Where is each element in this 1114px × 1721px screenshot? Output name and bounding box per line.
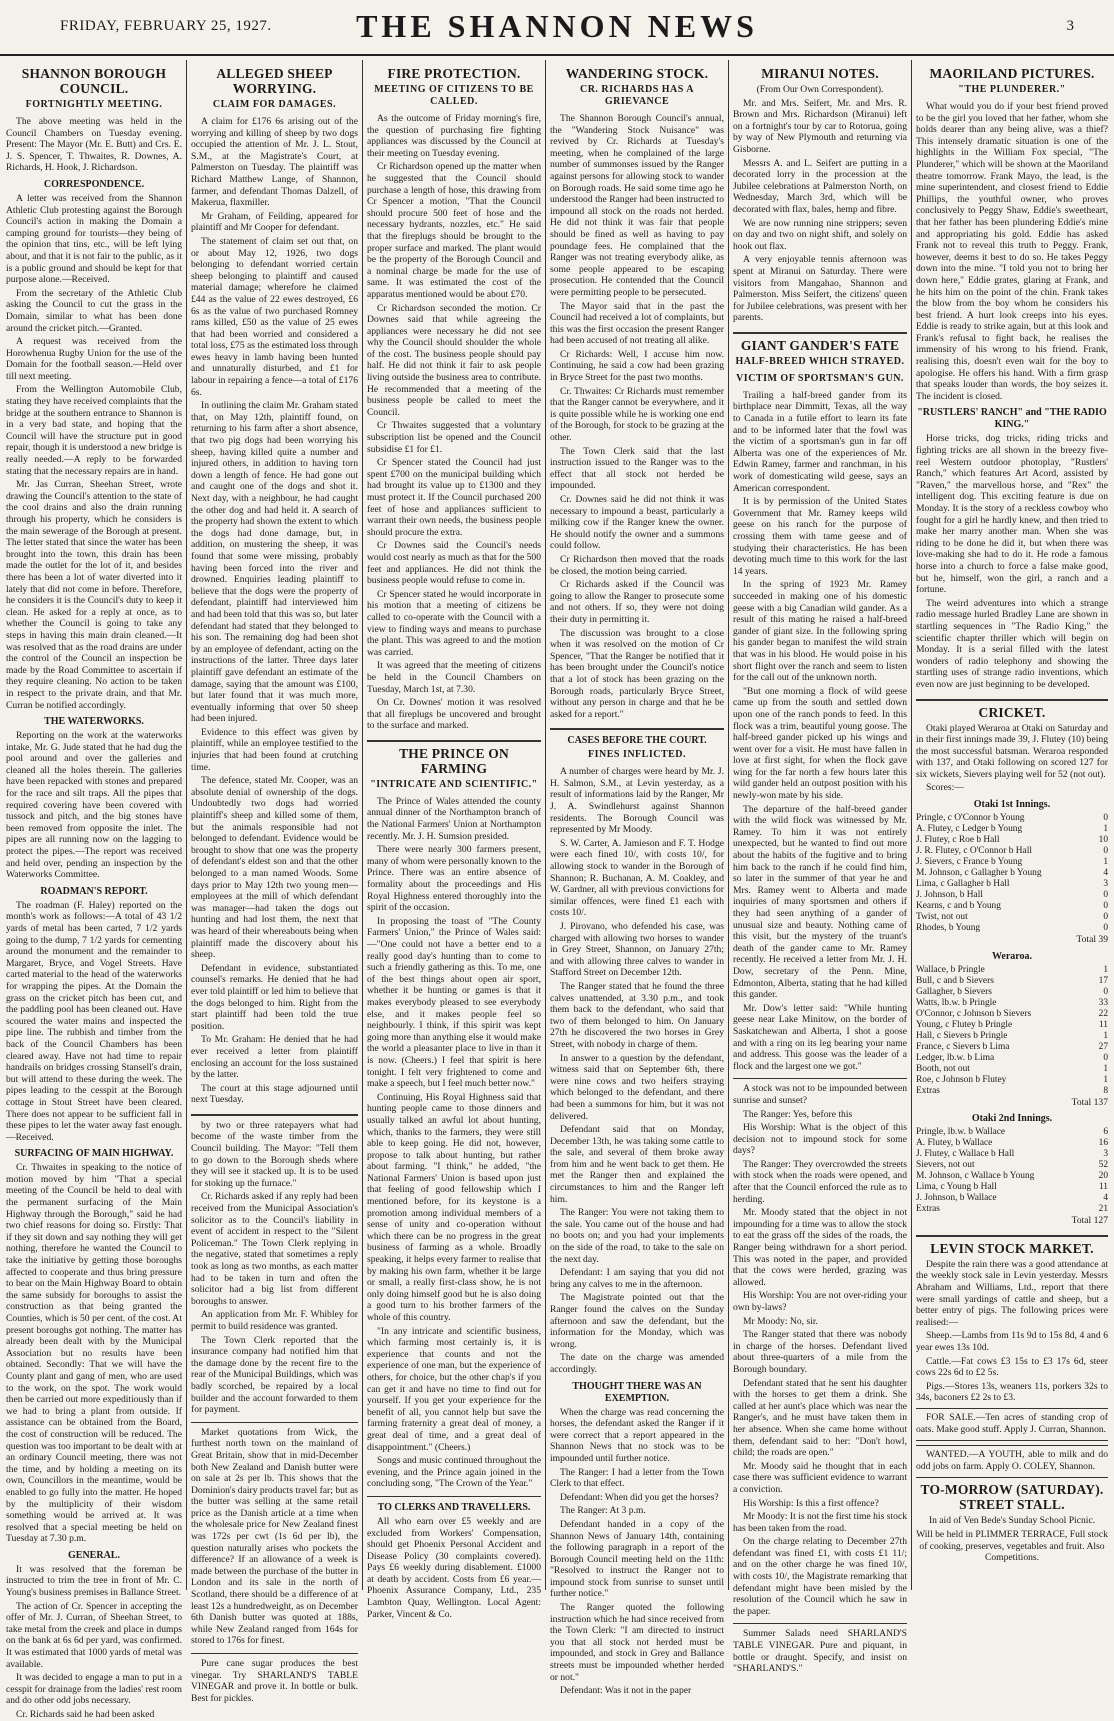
- batsman-entry: France, c Sievers b Lima: [916, 1041, 1010, 1052]
- paragraph: Reporting on the work at the waterworks intake, Mr. G. Jude stated that he had dug the pool around and over the galleries and cleaned all the holes therein. The galleries have been repacked with stones and prepared for the race and silt traps. All the pipes that required covering have been covered with tussock and pitch, and the big stones have been removed from opposite the inlet. The pipes are all running now on the lagging to protect the pipes.—The report was received and held over, pending an inspection by the Waterworks Committee.: [6, 730, 182, 881]
- score-row: [916, 1204, 1108, 1215]
- paragraph: The Shannon Borough Council's annual, the "Wandering Stock Nuisance" was revived by Cr. Richards at Tuesday's meeting, when he complained of the large number of summonses issued by the Ranger against persons for allowing stock to wander on Borough roads. He said some time ago he understood the Ranger had been instructed to impound all stock on the roads not herded. He did not think it was fair that people should be fined as well as having to pay poundage fees. He complained that the Ranger was not treating everybody alike, as some people appeared to be escaping prosecution. He contended that the Council were permitting people to be persecuted.: [550, 113, 724, 298]
- score-row: [916, 987, 1108, 998]
- paragraph: There were nearly 300 farmers present, many of whom were personally known to the Prince. There was an entire absence of formality about the proceedings and His Royal Highness entered thoroughly into the spirit of the occasion.: [367, 844, 541, 914]
- score-row: [916, 1160, 1108, 1171]
- paragraph: The Ranger: Yes, before this: [743, 1108, 853, 1120]
- paragraph: Mr. Moody said he thought that in each case there was sufficient evidence to warrant a conviction.: [733, 1460, 907, 1495]
- runs: 8: [1103, 1085, 1108, 1096]
- paragraph: In proposing the toast of "The County Farmers' Union," the Prince of Wales said:—"One could not have a better end to a really good day's hunting than to come to such a friendly gathering as this. To me, one of the best things about open air sport, whether it be hunting or games is that it makes everybody pleased to see everybody else, and it makes people feel so neighbourly. I think, if this spirit was kept going more than anything else it would make the world a pleasanter place to live in than it is now. (Cheers.) I feel that spirit is here tonight. I felt very frightened to come and make a speech, but I feel much better now.": [367, 915, 541, 1090]
- page-number: 3: [1066, 18, 1074, 34]
- paragraph: The Mayor said that in the past the Council had received a lot of complaints, but this was the first occasion the present Ranger had been accused of not treating all alike.: [550, 300, 724, 347]
- paragraph: Mr Graham, of Feilding, appeared for plaintiff and Mr Cooper for defendant.: [191, 210, 358, 234]
- batsman-entry: Rhodes, b Young: [916, 923, 981, 934]
- advertisement-heading: TO-MORROW (SATURDAY). STREET STALL.: [920, 1482, 1104, 1513]
- batsman-entry: M. Johnson, c Wallace b Young: [916, 1171, 1035, 1182]
- paragraph: His Worship: You are not over-riding your own by-laws?: [733, 1290, 907, 1313]
- score-row: [916, 1042, 1108, 1053]
- score-row: [916, 1064, 1108, 1075]
- score-row: [916, 879, 1108, 890]
- runs: 0: [1103, 901, 1108, 912]
- section-heading: SURFACING OF MAIN HIGHWAY.: [14, 1148, 174, 1160]
- batsman-entry: Ledger, lb.w. b Lima: [916, 1052, 995, 1063]
- runs: 11: [1098, 1019, 1108, 1030]
- batsman-entry: A. Flutey, c Ledger b Young: [916, 824, 1023, 835]
- paragraph: From the secretary of the Athletic Club asking the Council to cut the grass in the Domain, similar to what has been done around the cricket pitch.—Granted.: [6, 287, 182, 334]
- runs: 1: [1103, 824, 1108, 835]
- paragraph: Trailing a half-breed gander from its birthplace near Dimmitt, Texas, all the way to Canada in a futile effort to learn its fate and to be informed later that the fowl was the victim of a sportsman's gun in far off Alberta was one of the experiences of Mr. Edwin Ramey, farmer and ranchman, in his work of domesticating wild geese, says an American correspondent.: [733, 389, 907, 494]
- paragraph: Continuing, His Royal Highness said that hunting people came to those dinners and usually talked an awful lot about hunting, which, thanks to the farmers, they were still able to keep going. He did not, however, propose to talk about hunting, but rather about farming. "I think," he added, "the National Farmers' Union is based upon just that feeling of good fellowship which I mentioned before, for its keystone is a promotion among individual members of a sense of unity and co-operation without which there can be no progress in the great business of farming as a whole. Broadly speaking, it helps every farmer to realise that by making his own farm, whether it be large or small, a really first-class show, he is not only doing himself good but he is also doing a good turn to his brother farmers of the whole of this country.: [367, 1091, 541, 1323]
- batsman-entry: J. Flutey, c Roe b Hall: [916, 835, 1000, 846]
- paragraph: The Ranger: You were not taking them to the sale. You came out of the house and had no boots on; and you had your implements on the side of the road, to take to the sale on the next day.: [550, 1207, 724, 1265]
- issue-date: FRIDAY, FEBRUARY 25, 1927.: [60, 18, 272, 34]
- article-heading: SHANNON BOROUGH COUNCIL.: [21, 66, 167, 96]
- score-row: [916, 813, 1108, 824]
- divider: [191, 1653, 358, 1654]
- runs: 0: [1103, 890, 1108, 901]
- paragraph: "But one morning a flock of wild geese came up from the south and settled down upon one of the ranch ponds to feed. In this flock was a trim, beautiful young goose. The half-breed gander picked up his wings and went over for a visit. He must have fallen in love at first sight, for when the flock gave wing for the far north a few hours later this wild gander held an outpost position with his newly-won mate by his side.: [733, 685, 907, 802]
- score-row: [916, 824, 1108, 835]
- batsman-entry: Booth, not out: [916, 1063, 970, 1074]
- paragraph: Sheep.—Lambs from 11s 9d to 15s 8d, 4 and 6 year ewes 13s 10d.: [916, 1330, 1108, 1353]
- masthead: [0, 0, 1114, 56]
- runs: 4: [1103, 1193, 1108, 1204]
- paragraph: Mr Moody: It is not the first time his stock has been taken from the road.: [733, 1511, 907, 1534]
- batsman-entry: Extras: [916, 1085, 940, 1096]
- paragraph: Defendant handed in a copy of the Shannon News of January 14th, containing the following paragraph in a report of the Borough Council meeting held on the 11th: "Resolved to instruct the Ranger not to impound stock from sunrise to sunset until further notice.": [550, 1518, 724, 1600]
- paragraph: Cr Richardson opened up the matter when he suggested that the Council should purchase a length of hose, this drawing from Cr Spencer a motion, "That the Council should procure 500 feet of hose and the necessary hydrants, nozzles, etc." He said that the fireplugs should be brought to the proper surface and marked. The plant would be the property of the Borough Council and a nominal charge be made for the use of same. It was estimated the cost of the apparatus mentioned would be about £70.: [367, 161, 541, 300]
- paragraph: The Town Clerk said that the last instruction issued to the Ranger was to the effect that all stock not herded be impounded.: [550, 445, 724, 492]
- score-row: [916, 998, 1108, 1009]
- batsman-entry: Roe, c Johnson b Flutey: [916, 1074, 1007, 1085]
- column-4: [546, 64, 728, 1697]
- classified-ad: [916, 1408, 1108, 1441]
- paragraph: The Ranger: At 3 p.m.: [560, 1505, 646, 1517]
- paragraph: Cr Richards asked if the Council was going to allow the Ranger to prosecute some and not others. If so, they were not doing their duty in permitting it.: [550, 579, 724, 625]
- paragraph: Cr Richardson seconded the motion. Cr Downes said that while agreeing the appliances were necessary he did not see why the Council should shoulder the whole of the cost. The business people should pay half. He did not think it fair to ask people living outside the business area to contribute. He recommended that a meeting of the business people be called to meet the Council.: [367, 302, 541, 418]
- runs: 27: [1098, 1041, 1108, 1052]
- innings-total: Total 127: [1071, 1215, 1108, 1227]
- paragraph: Cr Spencer stated the Council had just spent £700 on the municipal building which had brought its value up to £1300 and they must protect it. If the Council purchased 200 feet of hose and appliances sufficient to warrant their own needs, the business people should procure the extra.: [367, 457, 541, 538]
- runs: 3: [1103, 879, 1108, 890]
- advertisement: Pure cane sugar produces the best vinegar. Try SHARLAND'S TABLE VINEGAR and prove it. In bottle or bulk. Best for pickles.: [191, 1658, 358, 1704]
- byline: (From Our Own Correspondent).: [756, 84, 884, 95]
- paragraph: Mr Moody: No, sir.: [743, 1315, 818, 1327]
- paragraph: It was decided to engage a man to put in a cesspit for drainage from the ladies' rest room and do other odd jobs necessary.: [6, 1672, 182, 1707]
- score-row: [916, 1149, 1108, 1160]
- paragraph: Songs and music continued throughout the evening, and the Prince again joined in the concluding song, "The Crown of the Year.": [367, 1455, 541, 1490]
- paragraph: Horse tricks, dog tricks, riding tricks and fighting tricks are all shown in the breezy five-reel Western outdoor photoplay, "Rustlers' Ranch," which features Art Acord, assisted by "Raven," the marvellous horse, and "Rex" the intelligent dog. This exciting feature is due on Monday. It is the story of a reckless cowboy who fought for a girl he hardly knew, and then tried to make her marry another man. When she was riding to be done he did it, but when there was love-making she had to do it. He rode a famous horse into a church to force a false make good, but he, himself, won the girl, a ranch and a fortune.: [916, 433, 1108, 596]
- column-5: [729, 64, 911, 1675]
- classified-ad: [916, 1445, 1108, 1478]
- section-heading: THE WATERWORKS.: [44, 716, 144, 728]
- paragraph: Defendant stated that he sent his daughter with the horses to get them a drink. She called at her aunt's place which was near the Ranger's, and he must have taken them in her absence. When she came home without them, defendant said to her: "Don't howl, child; the roads are open.": [733, 1377, 907, 1459]
- paragraph: It is by permission of the United States Government that Mr. Ramey keeps wild geese on his ranch for the purpose of crossing them with tame geese and of studying their characteristics. He has been devoting much time to this work for the last 14 years.: [733, 496, 907, 577]
- paragraph: Despite the rain there was a good attendance at the weekly stock sale in Levin yesterday. Messrs Abraham and Williams, Ltd., report that there were small yardings of cattle and sheep, but a better entry of pigs. The following prices were realised:—: [916, 1258, 1108, 1328]
- scores-label: Scores:—: [926, 782, 964, 794]
- paragraph: Defendant: I am saying that you did not bring any calves to me in the afternoon.: [550, 1267, 724, 1290]
- score-row: [916, 1171, 1108, 1182]
- paragraph: What would you do if your best friend proved to be the girl you loved that her father, whom she holds dearer than any being alive, was a thief? This intensely dramatic situation is one of the highlights in the William Fox special, "The Plunderer," which will be shown at the Maoriland theatre tomorrow. Frank Mayo, the lead, is the mine superintendent, and closest friend to Eddie Phillips, the youthful owner, who proves conclusively to Peggy Shaw, Eddie's sweetheart, that her father has been plundering Eddie's mine and appropriating his gold. Eddie has asked Frank not to reveal this truth to Peggy. Frank, however, deems it best to do so. He takes Peggy down into the mine. "I told you not to bring her down here," Eddie grates, glaring at Frank, and he hits him on the point of the chin. Frank takes the blow from the boy whom he considers his best friend. A hurt look creeps into his eyes. Eddie is ready to strike again, but at this look and Frank's refusal to fight back, he realises the immensity of his wrong to his friend. Frank, realising this, doesn't even wait for the boy to apologise. He offers his hand. With a firm grasp that speaks louder than words, the boy seizes it. The incident is closed.: [916, 101, 1108, 402]
- runs: 3: [1103, 1149, 1108, 1160]
- paragraph: Cr. Richards asked if any reply had been received from the Municipal Association's solicitor as to the Council's liability in event of accident in respect to the "Silent Policeman." The Town Clerk replying in the negative, stated that sometimes a reply took as long as two months, as each matter had to be taken in turn and often the solicitor had a big list from different boroughs to answer.: [191, 1191, 358, 1307]
- article-subheading: MEETING OF CITIZENS TO BE CALLED.: [374, 84, 534, 107]
- section-heading: GENERAL.: [68, 1549, 120, 1561]
- section-heading: THOUGHT THERE WAS AN EXEMPTION.: [572, 1380, 702, 1404]
- paragraph: A very enjoyable tennis afternoon was spent at Miranui on Saturday. There were visitors from Mangahao, Shannon and Palmerston. Miss Seifert, the citizens' queen for Jubilee celebrations, was present with her parents.: [733, 254, 907, 324]
- paragraph: Market quotations from Wick, the furthest north town on the mainland of Great Britain, show that in mid-December both New Zealand and Danish butter were on sale at 2s per lb. This shows that the Dominion's dairy products travel far; but as the butter was selling at the same retail price as the Danish article at a time when the wholesale price for New Zealand finest was 172s per cwt (1s 6d per lb), the question naturally arises who pockets the difference? If an allowance of a week is made between the purchase of the butter in London and its sale in the north of Scotland, there should be a difference of at least 12s a hundredweight, as on December 6th Danish butter was quoted at 188s, while New Zealand ranged from 164s for stored to 176s for finest.: [191, 1426, 358, 1647]
- article-subheading: FORTNIGHTLY MEETING.: [25, 99, 163, 110]
- score-row: [916, 857, 1108, 868]
- paragraph: Pigs.—Stores 13s, weaners 11s, porkers 32s to 34s, baconers £2 2s to £3.: [916, 1380, 1108, 1404]
- paragraph: On Cr. Downes' motion it was resolved that all fireplugs be uncovered and brought to the surface and marked.: [367, 697, 541, 732]
- paragraph: The Ranger stated that he found the three calves unattended, at 3.30 p.m., and took them back to the defendant, who said that two of them belonged to him. On January 27th he discovered the two horses in Grey Street, with nobody in charge of them.: [550, 980, 724, 1050]
- paragraph: The Ranger: They overcrowded the streets with stock when the roads were opened, and after that the Council enforced the rule as to herding.: [733, 1158, 907, 1205]
- article-subheading: CLAIM FOR DAMAGES.: [212, 99, 337, 110]
- runs: 1: [1103, 857, 1108, 868]
- batsman-entry: A. Flutey, b Wallace: [916, 1138, 993, 1149]
- article-heading: GIANT GANDER'S FATE: [740, 337, 900, 353]
- score-row: [916, 835, 1108, 846]
- runs: 1: [1103, 1074, 1108, 1085]
- paragraph: Cr. Richards said he had been asked: [16, 1709, 155, 1720]
- paragraph: In outlining the claim Mr. Graham stated that, on May 12th, plaintiff found, on returning to his farm after a short absence, that two pig dogs had been worrying his sheep, having killed quite a number and injured others, in addition to having torn down a length of fence. He had gone out and caught one of the dogs and shot it. Next day, with a neighbour, he had caught the other dog and had held it. A search of the property had shown the extent to which the dogs had done damage, but, in addition, on mustering the sheep, it was found that some were missing, probably having been forced into the river and drowned. Enquiries leading plaintiff to believe that the dogs were the property of defendant, plaintiff had interviewed him and had been told that this was so, but later defendant had stated that they belonged to his son. The remaining dog had been shot by an employee of defendant, acting on the instructions of the latter. Three days later plaintiff gave defendant an estimate of the damage, saying that the amount was £100, but later found that it was much more, eventually informing that over 50 sheep had been injured.: [191, 400, 358, 725]
- runs: 0: [1103, 1052, 1108, 1063]
- paragraph: The discussion was brought to a close when it was resolved on the motion of Cr Spencer, "That the Ranger be notified that it has been brought under the Council's notice that a lot of stock has been grazing on the Borough roads, particularly Bryce Street, without any person in charge and that he be asked for a report.": [550, 627, 724, 720]
- runs: 1: [1103, 1030, 1108, 1041]
- innings-title: Otaki 2nd Innings.: [971, 1113, 1053, 1125]
- score-row: [916, 1009, 1108, 1020]
- paragraph: Messrs A. and L. Seifert are putting in a decorated lorry in the procession at the Jubilee celebrations at Palmerston North, on Wednesday, March 3rd, which will be decorated with flax, bales, hemp and fibre.: [733, 157, 907, 215]
- paragraph: His Worship: Is this a first offence?: [743, 1497, 879, 1509]
- batsman-entry: Wallace, b Pringle: [916, 964, 985, 975]
- divider: [733, 1078, 907, 1079]
- runs: 20: [1098, 1171, 1108, 1182]
- paragraph: The departure of the half-breed gander with the wild flock was witnessed by Mr. Ramey. To him it was not entirely unexpected, but he wanted to find out more about the habits of the fugitive and to bring him back to the ranch if he could find him, so later in the summer of that year he and Mrs. Ramey went to Alberta and made inquiries of many sportsmen and others if they had seen anything of a gander of unusual size and beauty. Nothing came of this visit, but the mystery of the truant's death of the gander came to Mr. Ramey recently. He received a letter from Mr. J. H. Dow, secretary of the Penn. Mine, Edmonton, Alberta, stating that he had killed this gander.: [733, 803, 907, 1001]
- batsman-entry: J. Johnson, b Hall: [916, 890, 983, 901]
- batsman-entry: M. Johnson, c Gallagher b Young: [916, 868, 1042, 879]
- paragraph: Cr Thwaites suggested that a voluntary subscription list be opened and the Council subsidise £1 for £1.: [367, 420, 541, 455]
- paragraph: Otaki played Weraroa at Otaki on Saturday and in their first innings made 39, J. Flutey (10) being the most successful batsman. Weraroa responded with 137, and Otaki following on scored 127 for six wickets, Sievers playing well for 52 (not out).: [916, 722, 1108, 780]
- divider: [916, 1235, 1108, 1237]
- paragraph: Cr. Thwaites: Cr Richards must remember that the Ranger cannot be everywhere, and it is quite possible while he is working one end of the Borough, for stock to be grazing at the other.: [550, 385, 724, 444]
- article-subheading: HALF-BREED WHICH STRAYED.: [735, 355, 905, 367]
- runs: 4: [1103, 868, 1108, 879]
- paragraph: The action of Cr. Spencer in accepting the offer of Mr. J. Curran, of Sheehan Street, to take metal from the creek and place in dumps on the bank at 6s 6d per yard, was confirmed. It was estimated that 1000 yards of metal was available.: [6, 1600, 182, 1670]
- paragraph: To Mr. Graham: He denied that he had ever received a letter from plaintiff enclosing an account for the loss sustained by the latter.: [191, 1034, 358, 1081]
- batsman-entry: Sievers, not out: [916, 1160, 975, 1171]
- score-row: [916, 1138, 1108, 1149]
- paragraph: As the outcome of Friday morning's fire, the question of purchasing fire fighting appliances was discussed by the Council at their meeting on Tuesday evening.: [367, 113, 541, 159]
- paragraph: A stock was not to be impounded between sunrise and sunset?: [733, 1083, 907, 1106]
- score-row: [916, 846, 1108, 857]
- article-subheading: CR. RICHARDS HAS A GRIEVANCE: [579, 84, 694, 107]
- score-row: [916, 1127, 1108, 1138]
- paragraph: S. W. Carter, A. Jamieson and F. T. Hodge were each fined 10/, with costs 10/, for allowing stock to wander in the Borough of Shannon; R. Buchanan, A. M. Coakley, and W. Gardner, all with previous convictions for similar offences, were fined £1 each with costs 10/.: [550, 837, 724, 919]
- article-subheading: "INTRICATE AND SCIENTIFIC.": [370, 778, 538, 790]
- batsman-entry: J. R. Flutey, c O'Connor b Hall: [916, 846, 1032, 857]
- article-heading: FIRE PROTECTION.: [387, 66, 521, 81]
- section-heading: CORRESPONDENCE.: [43, 178, 145, 190]
- score-row: [916, 901, 1108, 912]
- paragraph: The Prince of Wales attended the county annual dinner of the Northampton branch of the National Farmers' Union at Northampton recently. Mr. J. H. Sumsion presided.: [367, 795, 541, 842]
- divider: [191, 1422, 358, 1423]
- advertisement: In aid of Ven Bede's Sunday School Picnic.: [928, 1515, 1096, 1527]
- runs: 21: [1098, 1204, 1108, 1215]
- runs: 33: [1098, 997, 1108, 1008]
- runs: 0: [1103, 813, 1108, 824]
- paragraph: Cr. Downes said he did not think it was necessary to impound a beast, particularly a milking cow if the Ranger knew the owner. He should notify the owner and a summons could follow.: [550, 494, 724, 552]
- paragraph: The Ranger: I had a letter from the Town Clerk to that effect.: [550, 1466, 724, 1490]
- runs: 0: [1103, 986, 1108, 997]
- article-heading: LEVIN STOCK MARKET.: [930, 1240, 1094, 1256]
- paragraph: Cr Spencer stated he would incorporate in his motion that a meeting of citizens be called to co-operate with the Council with a view to finding ways and means to purchase the plant. This was agreed to and the motion was carried.: [367, 588, 541, 658]
- score-row: [916, 1075, 1108, 1086]
- runs: 0: [1103, 923, 1108, 934]
- article-heading: ALLEGED SHEEP WORRYING.: [216, 66, 333, 96]
- paragraph: The above meeting was held in the Council Chambers on Tuesday evening. Present: The Mayor (Mr. E. Butt) and Crs. E. J. S. Spencer, T. Thwaites, R. Downes, A. Richards, H. Hook, J. Richardson.: [6, 116, 182, 174]
- innings-total: Total 137: [1071, 1096, 1108, 1108]
- article-heading: MAORILAND PICTURES.: [929, 66, 1095, 81]
- score-row: [916, 1193, 1108, 1204]
- article-heading: CASES BEFORE THE COURT.: [567, 735, 707, 747]
- batsman-entry: J. Johnson, b Wallace: [916, 1193, 997, 1204]
- paragraph: Cr. Thwaites in speaking to the notice of motion moved by him "That a special meeting of the Council be held to deal with the permanent surfacing of the Main Highway through the Borough," said he had two chief reasons for doing so. Firstly: That if they sit down and say nothing they will get nothing, therefore he wanted the Council to take the initiative by getting those boroughs affected to cooperate and thus bring pressure to bear on the Main Highway Board to obtain the same subsidy for boroughs to assist the construction as that being granted the Counties, which is 50 per cent. of the cost. At present boroughs got nothing. The matter has already been dealt with by the Municipal Association but no results have been obtained. Secondly: That we will have the County plant and gang of men, who are used to the work, on the spot. The work would then be carried out more expeditiously than if we had to bring a plant from outside. If assistance can be obtained from the Board, the cost of construction will be reduced. The question was too important to be dealt with at an ordinary Council meeting, there was not the time, and by holding a meeting on its own, Councillors in the meantime, would be enabled to go fully into the matter. He hoped by the multiplicity of their wisdom something would be arrived at. It was resolved that a special meeting be held on Tuesday at 7.30 p.m.: [6, 1162, 182, 1545]
- runs: 17: [1098, 975, 1108, 986]
- runs: 10: [1098, 835, 1108, 846]
- paragraph: It was agreed that the meeting of citizens be held in the Council Chambers on Tuesday, March 1st, at 7.30.: [367, 660, 541, 695]
- batsman-entry: Bull, c and b Sievers: [916, 975, 994, 986]
- paragraph: A request was received from the Horowhenua Rugby Union for the use of the Domain for the football season.—Held over till next meeting.: [6, 336, 182, 382]
- section-heading: TO CLERKS AND TRAVELLERS.: [377, 1501, 531, 1513]
- batsman-entry: Gallagher, b Sievers: [916, 986, 992, 997]
- score-row: [916, 976, 1108, 987]
- batsman-entry: Extras: [916, 1204, 940, 1215]
- score-row: [916, 912, 1108, 923]
- innings-title: Weraroa.: [991, 950, 1033, 962]
- section-heading: "RUSTLERS' RANCH" and "THE RADIO KING.": [917, 407, 1107, 431]
- batsman-entry: Young, c Flutey b Pringle: [916, 1019, 1013, 1030]
- paragraph: A number of charges were heard by Mr. J. H. Salmon, S.M., at Levin yesterday, as a result of informations laid by the Ranger, Mr J. A. Swindlehurst against Shannon residents. The Borough Council was represented by Mr Moody.: [550, 766, 724, 836]
- batsman-entry: Lima, c Young b Hall: [916, 1182, 997, 1193]
- article-heading: WANDERING STOCK.: [565, 66, 709, 81]
- paragraph: J. Pirovano, who defended his case, was charged with allowing two horses to wander in Grey Street, Shannon, on January 27th; and with allowing three calves to wander in Stafford Street on December 12th.: [550, 921, 724, 979]
- scorecard-weraroa: [916, 965, 1108, 1097]
- runs: 6: [1103, 1127, 1108, 1138]
- article-heading: CRICKET.: [978, 704, 1046, 720]
- article-subheading: "THE PLUNDERER.": [958, 84, 1066, 95]
- paragraph: The date on the charge was amended accordingly.: [550, 1352, 724, 1375]
- paragraph: The statement of claim set out that, on or about May 12, 1926, two dogs belonging to defendant worried certain sheep belonging to plaintiff and caused material damage; wherefore he claimed £44 as the value of 22 ewes destroyed, £6 6s as the value of two purchased Romney rams killed, £50 as the value of 25 ewes that had been worried and considered a total loss, £75 as the estimated loss through ewes heavy in lamb having been hunted and unnaturally disturbed, and £1 for labour in repairing a fence—a total of £176 6s.: [191, 235, 358, 398]
- column-6: [912, 64, 1112, 1586]
- paragraph: Defendant said that on Monday, December 13th, he was taking some cattle to the sale, and several of them broke away from him and he went back to get them. He met the Ranger then and explained the circumstances to him and the Ranger left him.: [550, 1124, 724, 1205]
- paragraph: Defendant: Was it not in the paper: [560, 1685, 692, 1697]
- batsman-entry: Lima, c Gallagher b Hall: [916, 879, 1010, 890]
- paragraph: In answer to a question by the defendant, witness said that on September 6th, there were nine cows and two heifers straying which belonged to the defendant, and there had been a summons for him, but it was not delivered.: [550, 1052, 724, 1122]
- paragraph: Mr. Dow's letter said: "While hunting geese near Lake Minitow, on the border of Saskatchewan and Alberta, I shot a goose and with a ring on its leg bearing your name and address. This goose was the leader of a flock and the largest one we got.": [733, 1002, 907, 1072]
- paragraph: Evidence to this effect was given by plaintiff, while an employee testified to the injuries that had been found at crutching time.: [191, 726, 358, 773]
- advertisement: Summer Salads need SHARLAND'S TABLE VINEGAR. Pure and piquant, in bottle or draught. Specify, and insist on "SHARLAND'S.": [733, 1628, 907, 1675]
- score-row: [916, 868, 1108, 879]
- article-subheading: FINES INFLICTED.: [587, 749, 687, 761]
- paragraph: The defence, stated Mr. Cooper, was an absolute denial of ownership of the dogs. Undoubtedly two dogs had worried plaintiff's sheep and killed some of them, but the animals responsible had not belonged to defendant. Evidence would be brought to show that one was the property of defendant's eldest son and that the other belonged to a man named Woods. Some days prior to May 12th two young men—employees at the mill of which defendant was manager—had taken the dogs out hunting and had lost them, the next that was heard of their whereabouts being when plaintiff made the discovery about his sheep.: [191, 775, 358, 961]
- runs: 0: [1103, 912, 1108, 923]
- divider: [916, 699, 1108, 701]
- score-row: [916, 923, 1108, 934]
- batsman-entry: Kearns, c and b Young: [916, 901, 1001, 912]
- runs: 52: [1098, 1160, 1108, 1171]
- paragraph: From the Wellington Automobile Club, stating they have received complaints that the bridge at the southern entrance to Shannon is in a very bad state, and hoping that the Council will have the structure put in good repair, though it is understood a new bridge is really needed.—A reply to be forwarded stating that the necessary repairs are in hand.: [6, 384, 182, 477]
- paragraph: When the charge was read concerning the horses, the defendant asked the Ranger if it were correct that a report appeared in the Shannon News that no stock was to be impounded until further notice.: [550, 1406, 724, 1464]
- column-2: [187, 64, 362, 1704]
- batsman-entry: J. Flutey, c Wallace b Hall: [916, 1149, 1015, 1160]
- paragraph: The weird adventures into which a strange radio message hurled Bradley Lane are shown in startling sequences in "The Radio King," the scientific chapter thriller which will begin on Monday. It is a serial filled with the latest wonders of radio telephony and showing the startling uses of strange radio inventions, which even now are just beginning to be developed.: [916, 597, 1108, 690]
- runs: 1: [1103, 964, 1108, 975]
- paragraph: The Ranger quoted the following instruction which he had since received from the Town Clerk: "I am directed to instruct you that all stock not herded must be impounded, and stock in Grey and Ballance streets must be impounded whether herded or not.": [550, 1602, 724, 1683]
- paragraph: The court at this stage adjourned until next Tuesday.: [191, 1082, 358, 1106]
- paragraph: The Magistrate pointed out that the Ranger found the calves on the Sunday afternoon and saw the defendant, but the information for the Monday, which was wrong.: [550, 1292, 724, 1350]
- paragraph: Cr Richards: Well, I accuse him now. Continuing, he said a cow had been grazing in Bryce Street for the past two months.: [550, 348, 724, 384]
- batsman-entry: O'Connor, c Johnson b Sievers: [916, 1008, 1032, 1019]
- divider: [191, 1114, 358, 1116]
- paragraph: The roadman (F. Haley) reported on the month's work as follows:—A total of 43 1/2 yards of metal has been carted, 7 1/2 yards going to the dump, 7 1/2 yards for cementing around the monument and the remainder to Margaret, Bryce, and Vogel Streets. Have carted material to the head of the waterworks for wrapping the pipes. At the Domain the grass on the cricket pitch has been cut, and the paddling pool has been cleaned out. Have scoured the water mains and inspected the pipe line. The rubbish and timber from the back of the Council Chambers has been cleared away. Have not had time to repair handrails on bridges crossing Stansell's drain, but will attend to these during the week. The pipes leading to the cesspit at the Borough cottage in Stout Street have been cleared. There does not appear to be sufficient fall in these pipes to let the water away fast enough.—Received.: [6, 899, 182, 1143]
- runs: 0: [1103, 846, 1108, 857]
- innings-total: Total 39: [1076, 934, 1108, 946]
- divider: [733, 332, 907, 334]
- paragraph: The Ranger stated that there was nobody in charge of the horses. Defendant lived about three-quarters of a mile from the Borough boundary.: [733, 1329, 907, 1375]
- batsman-entry: Hall, c Sievers b Pringle: [916, 1030, 1008, 1041]
- score-row: [916, 890, 1108, 901]
- paragraph: Cr Downes said the Council's needs would cost nearly as much as that for the 500 feet and appliances. He did not think the business people would refuse to come in.: [367, 540, 541, 587]
- article-heading: THE PRINCE ON FARMING: [399, 745, 509, 776]
- paragraph: His Worship: What is the object of this decision not to impound stock for some days?: [733, 1122, 907, 1157]
- column-3: [363, 64, 545, 1620]
- score-row: [916, 1020, 1108, 1031]
- batsman-entry: Watts, lb.w. b Pringle: [916, 997, 997, 1008]
- scorecard-otaki-2nd: [916, 1127, 1108, 1215]
- runs: 11: [1098, 1182, 1108, 1193]
- paragraph: A letter was received from the Shannon Athletic Club protesting against the Borough Council's action in making the Domain a camping ground for tourists—they being of the opinion that tins, etc., will be left lying about, and that it is not fair to the public, as it is a public ground and should be kept for that purpose alone.—Received.: [6, 192, 182, 286]
- newspaper-title: THE SHANNON NEWS: [356, 8, 758, 44]
- article-heading: MIRANUI NOTES.: [761, 66, 879, 81]
- paragraph: On the charge relating to December 27th defendant was fined £1, with costs £1 11/; and on the other charge he was fined 10/, with costs 10/, the Magistrate remarking that defendant might have been misled by the resolution of the Council which he saw in the paper.: [733, 1536, 907, 1617]
- paragraph: Defendant in evidence, substantiated counsel's remarks. He denied that he had ever told plaintiff or led him to believe that the dogs belonged to him. Right from the start plaintiff had been told the true position.: [191, 962, 358, 1032]
- paragraph: In the spring of 1923 Mr. Ramey succeeded in making one of his domestic geese with a big Canadian wild gander. As a result of this mating he raised a half-breed gander of giant size. In the following spring his gander began to manifest the wild strain that was in his blood. He would poise in his short flight over the ranch and seem to listen for the call out of the unknown north.: [733, 579, 907, 684]
- paragraph: We are now running nine strippers; seven on day and two on night shift, and solely on hook out flax.: [733, 217, 907, 252]
- paragraph: Cr Richardson then moved that the roads be closed, the motion being carried.: [550, 553, 724, 577]
- advertisement: FOR SALE.—Ten acres of standing crop of oats. Make good stuff. Apply J. Curran, Shannon.: [916, 1411, 1108, 1435]
- paragraph: Cattle.—Fat cows £3 15s to £3 17s 6d, steer cows 22s 6d to £2 5s.: [916, 1355, 1108, 1379]
- paragraph: "In any intricate and scientific business, which farming most certainly is, it is experience that counts and not the experience of one man, but the experience of others, for choice, but the other chap's if you can get it and have no time to find out for yourself. If you get your experience for the benefit of all, you cannot help but save the farming fraternity a great deal of money, a great deal of time, and a great deal of disappointment." (Cheers.): [367, 1325, 541, 1453]
- batsman-entry: J. Sievers, c France b Young: [916, 857, 1023, 868]
- paragraph: Mr. and Mrs. Seifert, Mr. and Mrs. R. Brown and Mrs. Richardson (Miranui) left on a fortnight's tour by car to Rotorua, going by way of New Plymouth and returning via Gisborne.: [733, 97, 907, 155]
- paragraph: Mr. Moody stated that the object in not impounding for a time was to allow the stock to eat the grass off the sides of the roads, the Ranger being withdrawn for a short period. This was noted in the paper, and provided that the cows were herded, grazing was allowed.: [733, 1207, 907, 1288]
- paragraph: Mr. Jas Curran, Sheehan Street, wrote drawing the Council's attention to the state of the cool drains and also the drain running through his property, which he considers is the main sewerage of the Borough at present. The letter stated that since the water has been brought into the town, this drain has been made the outlet for the lot of it, and besides there has been a lot of water diverted into it lately that did not come in before. Therefore, he considers it is the Council's duty to keep it clean. He asked for a reply at once, as to whether the Council is going to take any steps in having this main drain cleaned.—It was resolved that as the road drains are under the control of the Council an inspection be made by the Road Committee to ascertain if they require cleaning. No action to be taken in respect to the private drain, and that Mr. Curran be notified accordingly.: [6, 479, 182, 711]
- scorecard-otaki-1st: [916, 813, 1108, 934]
- score-row: [916, 1053, 1108, 1064]
- batsman-entry: Pringle, c O'Connor b Young: [916, 813, 1025, 824]
- score-row: [916, 1031, 1108, 1042]
- runs: 1: [1103, 1063, 1108, 1074]
- advertisement: WANTED.—A YOUTH, able to milk and do odd jobs on farm. Apply O. COLEY, Shannon.: [916, 1449, 1108, 1472]
- divider: [550, 728, 724, 730]
- score-row: [916, 965, 1108, 976]
- paragraph: Defendant: When did you get the horses?: [560, 1491, 719, 1503]
- section-heading: ROADMAN'S REPORT.: [40, 885, 148, 897]
- batsman-entry: Twist, not out: [916, 912, 968, 923]
- divider: [733, 1623, 907, 1624]
- article-subheading: VICTIM OF SPORTSMAN'S GUN.: [736, 372, 904, 384]
- paragraph: An application from Mr. F. Whibley for permit to build residence was granted.: [191, 1309, 358, 1332]
- divider: [367, 740, 541, 742]
- paragraph: A claim for £176 6s arising out of the worrying and killing of sheep by two dogs occupied the attention of Mr. J. L. Stout, S.M., at the Magistrate's Court, at Palmerston on Tuesday. The plaintiff was Richard Matthew Lange, of Shannon, farmer, and defendant Thomas Dalzell, of Makerua, flaxmiller.: [191, 116, 358, 209]
- batsman-entry: Pringle, lb.w. b Wallace: [916, 1127, 1006, 1138]
- runs: 22: [1098, 1008, 1108, 1019]
- runs: 16: [1098, 1138, 1108, 1149]
- advertisement: All who earn over £5 weekly and are excluded from Workers' Compensation, should get Phoenix Personal Accident and Disease Policy (30 complaints covered). Pays £6 weekly during disablement. £1000 at death by accident. Costs from £6 year.—Phoenix Assurance Company, Ltd., 235 Lambton Quay, Wellington. Local Agent: Parker, Vincent & Co.: [367, 1515, 541, 1620]
- innings-title: Otaki 1st Innings.: [973, 799, 1051, 811]
- column-1: [2, 64, 186, 1720]
- divider: [367, 1496, 541, 1497]
- paragraph: by two or three ratepayers what had become of the waste timber from the Council building. The Mayor: "Tell them to go down to the Borough sheds where they will see it stacked up. It is to be used for stoking up the furnace.": [191, 1119, 358, 1189]
- score-row: [916, 1086, 1108, 1097]
- advertisement: Will be held in PLIMMER TERRACE, Full stock of cooking, preserves, vegetables and fruit. Also Competitions.: [916, 1528, 1108, 1564]
- paragraph: It was resolved that the foreman be instructed to trim the tree in front of Mr. C. Young's business premises in Ballance Street.: [6, 1563, 182, 1599]
- score-row: [916, 1182, 1108, 1193]
- paragraph: The Town Clerk reported that the insurance company had notified him that the damage done by the recent fire to the rear of the Municipal Buildings, which was badly scorched, be repaired by a local builder and the account forwarded to them for payment.: [191, 1334, 358, 1416]
